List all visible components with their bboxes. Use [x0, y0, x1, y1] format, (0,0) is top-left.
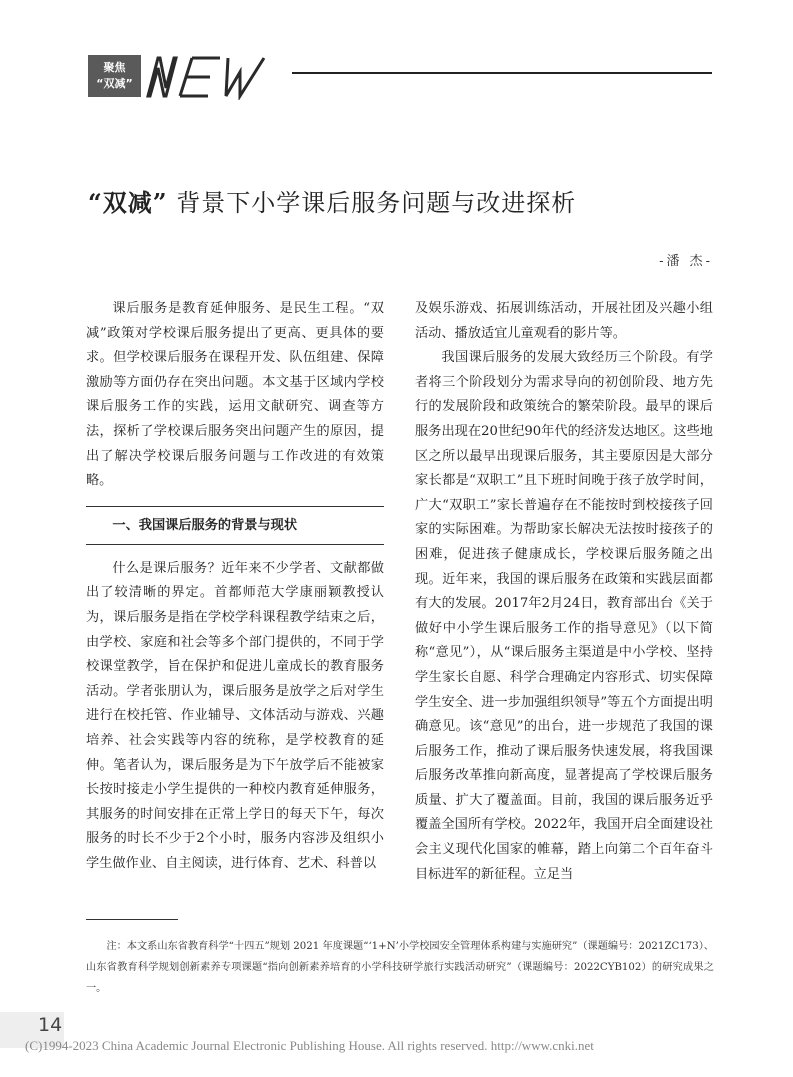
column-tag — [88, 55, 141, 97]
section-rule-bottom — [86, 544, 384, 545]
body-paragraph-1-continued: 及娱乐游戏、拓展训练活动，开展社团及兴趣小组活动、播放适宜儿童观看的影片等。 — [415, 301, 713, 341]
title-quoted: “双减” — [88, 188, 168, 217]
section-heading: 一、我国课后服务的背景与现状 — [112, 517, 298, 533]
new-logo — [144, 52, 274, 100]
right-column — [415, 297, 713, 887]
author-byline: -潘 杰- — [659, 254, 713, 269]
article-title — [88, 183, 708, 218]
footnote-rule — [86, 919, 178, 920]
header-rule — [292, 72, 712, 74]
body-paragraph-2: 我国课后服务的发展大致经历三个阶段。有学者将三个阶段划分为需求导向的初创阶段、地方先行的发展阶段和政策统合的繁荣阶段。最早的课后服务出现在20世纪90年代的经济发达地区。这些地区之所以最早出现课后服务，其主要原因是大部分家长都是“双职工”且下班时间晚于孩子放学时间，广大“双职工”家长普遍存在不能按时到校接孩子回家的实际困难。为帮助家长解决无法按时接孩子的困难，促进孩子健康成长，学校课后服务随之出现。近年来，我国的课后服务在政策和实践层面都有大的发展。2017年2月24日，教育部出台《关于做好中小学生课后服务工作的指导意见》（以下简称“意见”），从“课后服务主渠道是中小学校、坚持学生家长自愿、科学合理确定内容形式、切实保障学生安全、进一步加强组织领导”等五个方面提出明确意见。该“意见”的出台，进一步规范了我国的课后服务工作，推动了课后服务快速发展，将我国课后服务改革推向新高度，显著提高了学校课后服务质量、扩大了覆盖面。目前，我国的课后服务近乎覆盖全国所有学校。2022年，我国开启全面建设社会主义现代化国家的帷幕，踏上向第二个百年奋斗目标进军的新征程。立足当 — [415, 350, 713, 882]
left-column — [86, 297, 384, 876]
footnote: 注：本文系山东省教育科学“十四五”规划 2021 年度课题“‘1+N’小学校园安全管理体系构建与实施研究”（课题编号：2021ZC173）、山东省教育科学规划创新素养专项课题“指向创新素养培育的小学科技研学旅行实践活动研究”（课题编号：2022CYB102）的研究成果之一。 — [86, 941, 714, 994]
abstract-paragraph: 课后服务是教育延伸服务、是民生工程。“双减”政策对学校课后服务提出了更高、更具体的要求。但学校课后服务在课程开发、队伍组建、保障激励等方面仍存在突出问题。本文基于区域内学校课后服务工作的实践，运用文献研究、调查等方法，探析了学校课后服务突出问题产生的原因，提出了解决学校课后服务问题与工作改进的有效策略。 — [86, 301, 384, 489]
page-number: 14 — [38, 1014, 63, 1036]
body-paragraph-1: 什么是课后服务？近年来不少学者、文献都做出了较清晰的界定。首都师范大学康丽颖教授认为，课后服务是指在学校学科课程教学结束之后，由学校、家庭和社会等多个部门提供的，不同于学校课堂教学，旨在保护和促进儿童成长的教育服务活动。学者张朋认为，课后服务是放学之后对学生进行在校托管、作业辅导、文体活动与游戏、兴趣培养、社会实践等内容的统称，是学校教育的延伸。笔者认为，课后服务是为下午放学后不能被家长按时接走小学生提供的一种校内教育延伸服务，其服务的时间安排在正常上学日的每天下午，每次服务的时长不少于2个小时，服务内容涉及组织小学生做作业、自主阅读，进行体育、艺术、科普以 — [86, 560, 384, 871]
tag-line-1: 聚焦 — [103, 61, 126, 74]
title-rest: 背景下小学课后服务问题与改进探析 — [176, 189, 577, 217]
logo-text: NEW — [144, 52, 147, 53]
copyright-line: (C)1994-2023 China Academic Journal Electronic Publishing House. All rights reserved. http://www.cnki.net — [25, 1038, 594, 1053]
tag-line-2: “双减” — [96, 77, 133, 90]
